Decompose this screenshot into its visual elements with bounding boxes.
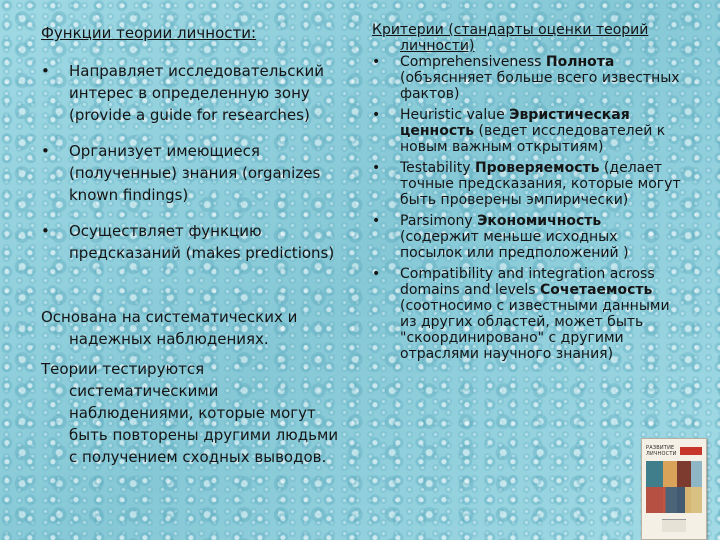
criteria-desc: (делает точные предсказания, которые могут быть проверены эмпирически) [400, 160, 681, 208]
book-title: РАЗВИТИЕ ЛИЧНОСТИ [646, 445, 677, 457]
left-paragraph-testing: Теории тестируются систематическими наблюдениями, которые могут быть повторены другими людьми с получением сходных выводов. [41, 360, 339, 466]
criteria-item [372, 54, 684, 102]
criteria-ru: Эвристическая ценность [400, 107, 630, 139]
criteria-en: Testability [400, 160, 475, 176]
criteria-en: Heuristic value [400, 107, 510, 123]
criteria-ru: Полнота [545, 54, 615, 70]
criteria-desc: (соотносимо с известными данными из других областей, может быть "скоординировано" с другими отраслями научного знания) [400, 298, 670, 362]
bullet-icon: • [372, 266, 381, 282]
right-heading-line1: Критерии (стандарты оценки теорий [372, 22, 649, 38]
left-bullet-text: Организует имеющиеся (полученные) знания (organizes known findings) [69, 142, 321, 204]
right-heading-line2: личности) [400, 38, 475, 54]
criteria-ru: Экономичность [477, 213, 602, 229]
left-heading: Функции теории личности: [41, 24, 257, 42]
book-cover-strip [680, 447, 702, 455]
criteria-en: Parsimony [400, 213, 478, 229]
criteria-en: Comprehensiveness [400, 54, 546, 70]
left-bullet-item [41, 140, 346, 206]
bullet-icon: • [372, 160, 381, 176]
book-cover-collage-lower [646, 487, 702, 513]
criteria-item [372, 213, 684, 261]
criteria-desc: (ведет исследователей к новым важным открытиям) [400, 123, 666, 155]
criteria-item [372, 107, 684, 155]
bullet-icon: • [41, 222, 50, 240]
bullet-icon: • [41, 142, 50, 160]
bullet-icon: • [372, 107, 381, 123]
right-column [372, 22, 684, 367]
book-publisher-block [662, 519, 686, 532]
bullet-icon: • [372, 54, 381, 70]
criteria-ru: Сочетаемость [540, 282, 653, 298]
criteria-desc: (содержит меньше исходных посылок или предположений ) [400, 229, 629, 261]
left-bullet-item [41, 220, 346, 264]
bullet-icon: • [372, 213, 381, 229]
left-column [41, 22, 346, 468]
book-cover-image [641, 438, 707, 540]
criteria-item [372, 160, 684, 208]
bullet-icon: • [41, 62, 50, 80]
criteria-item [372, 266, 684, 362]
left-paragraph-observations: Основана на систематических и надежных наблюдениях. [41, 308, 298, 348]
criteria-ru: Проверяемость [474, 160, 600, 176]
right-heading [372, 22, 684, 54]
criteria-desc: (объяснняет больше всего известных фактов) [400, 70, 680, 102]
criteria-en: Compatibility and integration across domains and levels [400, 266, 655, 298]
left-bullet-text: Осуществляет функцию предсказаний (makes predictions) [69, 222, 335, 262]
left-bullet-item [41, 60, 346, 126]
left-bullet-text: Направляет исследовательский интерес в определенную зону (provide a guide for researches) [69, 62, 325, 124]
